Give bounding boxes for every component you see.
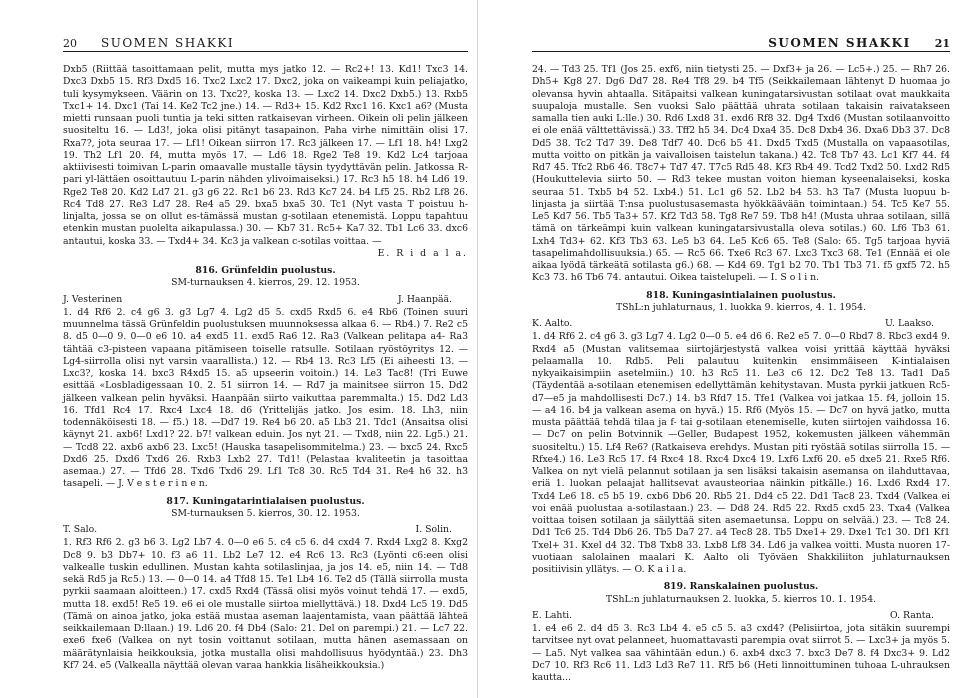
black-player: U. Laakso. <box>885 318 934 329</box>
page-number: 20 <box>63 37 77 50</box>
game-subheading: TShL:n juhlaturnaus, 1. luokka 9. kierros, 4. 1. 1954. <box>615 301 867 313</box>
white-player: T. Salo. <box>63 524 98 535</box>
game-players <box>532 318 950 330</box>
game-heading: 817. Kuningatarintialaisen puolustus. <box>166 495 365 507</box>
running-title: SUOMEN SHAKKI <box>101 36 235 50</box>
game-players <box>63 524 468 536</box>
game-subheading: SM-turnauksen 5. kierros, 30. 12. 1953. <box>171 507 360 519</box>
black-player: J. Haanpää. <box>397 293 452 305</box>
game-heading: 816. Grünfeldin puolustus. <box>195 265 336 276</box>
running-title: SUOMEN SHAKKI <box>768 36 911 50</box>
white-player: J. Vesterinen <box>63 293 123 305</box>
page-number: 21 <box>934 37 950 50</box>
right-page <box>478 0 960 698</box>
game-moves: 1. d4 Rf6 2. c4 g6 3. g3 Lg7 4. Lg2 0—0 5. e4 d6 6. Re2 e5 7. 0—0 Rbd7 8. Rbc3 exd4 9. Rxd4 a5 (Mustan valitsemaa siirtojärjestystä valkea voisi yrittää käyttää hyväksi pelaamalla 10. Rdb5. Peli palautuu kuitenkin ensimmäiseen K-intialaisen nykyaikaisimpiin asetelmiin.) 10. h3 Rc5 11. Le3 c6 12. Dc2 Te8 13. Tad1 Da5 (Täydentää a-sotilaan etenemisen edellyttämän kehitystavan. Musta pyrkii jatkuen Rc5-d7—e5 ja mahdollisesti Dc7.) 14. b3 Rfd7 15. Tfe1 (Valkea voi jatkaa 15. f4, jolloin 15. — a4 16. b4 ja valkean asema on hyvä.) 15. Rf6 (Myös 15. — Dc7 on hyvä jatko, mutta musta päättää tehdä tilaa ja f- tai g-sotilaan etenemiselle, kuten siirtojen vaihdossa 16. — Dc7 on pelin Botvinnik —Geller, Budapest 1952, kokemusten jälkeen vähemmän suositeltu.) 15. Lf4 Re6? (Ratkaiseva erehdys. Mustan piti ryöstää sotilas siirrolla 15. — Rfxe4.) 16. Le3 Rc5 17. f4 Rxc4 18. Rxc4 Dxc4 19. Lxf6 Lxf6 20. e5 dxe5 21. Rxe5 Rf6. Valkea on nyt vielä pelannut sotilaan ja sen lisäksi takaisin asemansa on ilahduttavaa, eriä 1. luokan pelaajat hallitsevat avausteoriaa näinkin pitkälle.) 16. Lxd6 Rxd4 17. Txd4 Le6 18. c5 b5 19. cxb6 Db6 20. Rb5 21. Dd4 c5 22. Dd1 Tac8 23. Txd4 (Valkea ei voi enää puolustaa a-sotilastaan.) 23. — Dd8 24. Rd5 22. Rxd5 cxd5 23. Txa4 (Valkea voittaa toisen sotilaan ja säilyttää siten asemaetunsa. Loppu on selvää.) 23. — Tc8 24. Dd1 Tc6 25. Td4 Db6 26. Tb5 Da7 27. a4 Tec8 28. Tb5 Dxe1+ 29. Dxe1 Tc1 30. Df1 Kf1 Txel+ 31. Kxel d4 32. Tb8 Txb8 33. Lxb8 Lf8 34. Ld6 ja valkea voitti. Musta nuoren 17-vuotiaan salolainen maalari K. Aalto oli Työväen Shakkiliiton juhlaturnauksen positiivisin yllätys. — O. K a i l a. <box>532 331 950 575</box>
white-player: K. Aalto. <box>532 318 573 329</box>
page-header <box>63 36 468 52</box>
black-player: O. Ranta. <box>890 609 934 621</box>
game-commentary: Dxb5 (Riittää tasoittamaan pelit, mutta mys jatko 12. — Rc2+! 13. Kd1! Txc3 14. Dxc3 Dxb5 15. Rf3 Dxd5 16. Txc2 Lxc2 17. Dxc2, joka on vaikeampi kuin peliajatko, tuli kysymykseen. Väärin on 13. Txc2?, koska 13. — Lxc2 14. Dxc2 Dxb5.) 13. Rxb5 Txc1+ 14. Dxc1 (Tai 14. Ke2 Tc2 jne.) 14. — Rd3+ 15. Kd2 Rxc1 16. Kxc1 a6? (Musta mietti runsaan puoli tuntia ja teki sitten ratkaisevan virheen. Oikein oli pelin jälkeen suositeltu 16. — Ld3!, joka olisi pitänyt tasapainon. Paha virhe nimittäin olisi 17. Rxa7?, jota seuraa 17. — Lf1! Oikean siirron 17. Rc3 jälkeen 17. — Lf1 18. h4! Lxg2 19. Th2 Lf1 20. f4, mutta myös 17. — Ld6 18. Rge2 Te8 19. Kd2 Lc4 tarjoaa aktiivisesti toimivan L-parin omaavalle mustalle täysin tyydyttävän pelin. Jatkossa R-pari yl-lättäen osoittautuu L-parin nähden ylivoimaiseksi.) 17. Rc3 h5 18. h4 Ld6 19. Rge2 Te8 20. Kd2 Ld7 21. g3 g6 22. Rc1 b6 23. Rd3 Kc7 24. b4 Lf5 25. Rb2 Lf8 26. Rc4 Td8 27. Re3 Ld7 28. Re4 a5 29. bxa5 bxa5 30. Tc1 (Nyt vasta T poistuu h-linjalta, jossa se on ollut es-tämässä mustan g-sotilaan etenemistä. Loppu tapahtuu etenkin mustan puolelta aikapulassa.) 30. — Kb7 31. Rc5+ Ka7 32. Tb1 Lc6 33. dxc6 antautui, koska 33. — Txd4+ 34. Kc3 ja valkean c-sotilas voittaa. — <box>63 64 468 247</box>
game-players <box>63 294 468 306</box>
game-subheading: TShL:n juhlaturnauksen 2. luokka, 5. kierros 10. 1. 1954. <box>605 593 877 605</box>
author-signature: E. R i d a l a. <box>377 247 468 259</box>
game-subheading: SM-turnauksen 4. kierros, 29. 12. 1953. <box>171 277 360 289</box>
game-players <box>532 610 950 622</box>
left-page <box>0 0 478 698</box>
white-player: E. Lahti. <box>532 609 573 621</box>
black-player: I. Solin. <box>415 524 452 535</box>
game-heading: 818. Kuningasintialainen puolustus. <box>646 289 836 301</box>
game-moves: 1. d4 Rf6 2. c4 g6 3. g3 Lg7 4. Lg2 d5 5. cxd5 Rxd5 6. e4 Rb6 (Toinen suuri muunnelma tässä Grünfeldin puolustuksen muunnoksessa alkaa 6. — Rb4.) 7. Re2 c5 8. d5 0—0 9. 0—0 e6 10. a4 exd5 11. exd5 Ra6 12. Ra3 (Valkean pelitapa a4- Ra3 tähtää c3-pisteen vapaana pitämiseen toiselle ratsulle. Sotilaan ryöstöyritys 12. — Lg4-siirrolla olisi nyt varsin vaarallista.) 12. — Rb4 13. Rc3 Lf5 (Ei aiheesti 13. — Lxc3?, koska 14. bxc3 R4xd5 15. a5 upseerin voitoin.) 14. Le3 Tac8! (Tri Euwe esittää «Losbladigessaan 10. 2. 51 siirron 14. — Rd7 ja mainitsee siirron 15. Dd2 jälkeen valkean pelin hyväksi. Haanpään siirto vaikuttaa paremmalta.) 15. Dd2 Ld3 16. Tfd1 Rc4 17. Rxc4 Lxc4 18. d6 (Yrittelijäs jatko. Jos esim. 18. Lh3, niin todennäköisesti 18. — f5.) 18. —Dd7 19. Re4 b6 20. a5 Lb3 21. Tdc1 (Ansaitsa olisi käynyt 21. axb6! Lxd1? 22. b7! valkean eduin. Jos nyt 21. — Txd8, niin 22. Lg5.) 21. — Tcd8 22. axb6 axb6 23. Lxc5! (Hauska tasapelisommitelma.) 23. — bxc5 24. Rxc5 Dxd6 25. Dxd6 Txd6 26. Rxb3 Lxb2 27. Td1! (Pelastaa kvaliteetin ja tasoittaa asemaa.) 27. — Tfd6 28. Txd6 Txd6 29. Lf1 Tc8 30. Rc5 Td4 31. Re4 h6 32. h3 tasapeli. — J. V e s t e r i n e n. <box>63 306 468 490</box>
page-header <box>532 36 950 52</box>
game-moves: 1. Rf3 Rf6 2. g3 b6 3. Lg2 Lb7 4. 0—0 e6 5. c4 c5 6. d4 cxd4 7. Rxd4 Lxg2 8. Kxg2 Dc8 9. b3 Db7+ 10. f3 a6 11. Lb2 Le7 12. e4 Rc6 13. Rc3 (Lyönti c6:een olisi valkealle tuskin edullinen. Mustan kahta sotilaslinjaa, ja jos 14. e5, niin 14. — Td8 sekä Rd5 ja Rc5.) 13. — 0—0 14. a4 Tfd8 15. Te1 Lb4 16. Te2 d5 (Tällä siirrolla musta pyrkii saamaan aloitteen.) 17. cxd5 Rxd4 (Tässä olisi myös voinut tehdä 17. — exd5, mutta 18. exd5! Re5 19. e6 ei ole mustalle siirtoa miellyttävä.) 18. Dxd4 Lc5 19. Dd5 (Tämä on ainoa jatko, joka estää mustaa aseman laajentamista, vaan päättää lähteä seikkailemaan D:llaan.) 19. Ld6 20. f4 Db4 (Salo: 21. Del on parempi.) 21. — Lc7 22. exe6 fxe6 (Valkea on nyt tosin voittanut sotilaan, mutta hänen asemassaan on määrätynlaisia heikkouksia, jotka mustalla olisi mahdollisuus hyödyntää.) 23. Dh3 Kf7 24. e5 (Valkealla näyttää olevan varaa hankkia lisäheikkouksia.) <box>63 537 469 671</box>
game-continuation: 24. — Td3 25. Tf1 (Jos 25. exf6, niin tietysti 25. — Dxf3+ ja 26. — Lc5+.) 25. — Rh7 26. Dh5+ Kg8 27. Dg6 Dd7 28. Re4 Tf8 29. b4 Tf5 (Seikkailemaan lähtenyt D huomaa jo olevansa hyvin ahtaalla. Sitäpaitsi valkean kuningatarsivustan sotilaat ovat maukkaita suupaloja mustalle. Sen vuoksi Salo päättää uhrata sotilaan takaisin raivatakseen samalla tien auki L:lle.) 30. Rd6 Lxd8 31. exd6 Rf8 32. Dg4 Txd6 (Mustan sotilaanvoitto ei ole enää välttettävissä.) 33. Tff2 h5 34. Dc4 Dxa4 35. Dc8 Dxb4 36. Dxa6 Db3 37. Dc8 Dd5 38. Tc2 Td7 39. De8 Tdf7 40. Dc6 b5 41. Dxd5 Txd5 (Mustalla on vapaasotilas, mutta voitto on pitkän ja vaivalloisen taistelun takana.) 42. Tc8 Tb7 43. Lc1 Kf7 44. f4 Rd7 45. Tfc2 Rb6 46. T8c7+ Td7 47. T7c5 Rd5 48. Kf3 Rb4 49. Tcd2 Txd2 50. Lxd2 Rd5 (Houkuttelevia siirto 50. — Rd3 tekee mustan voiton hieman kyseenalaiseksi, koska seuraa 51. Txb5 b4 52. Lxb4.) 51. Lc1 g6 52. Lb2 b4 53. h3 Ta7 (Musta luopuu b-linjasta ja siirtää T:nsa puolustusasemasta hyökkäävään toimintaan.) 54. Tc5 Ke7 55. Le5 Kd7 56. Tb5 Ta3+ 57. Kf2 Td3 58. Tg8 Re7 59. Tb8 h4! (Musta uhraa sotilaan, sillä tämä on tärkeämpi kuin valkean kuningatarsivustalla oleva sotilas.) 60. Lf6 Tb3 61. Lxh4 Td3+ 62. Kf3 Tb3 63. Le5 b3 64. Le5 Kc6 65. Te8 (Salo: 65. Tg5 tarjoaa hyviä tasapelimahdollisuuksia.) 65. — Rc5 66. Txe6 Rc3 67. Lxc3 Txc3 68. Te1 (Ennää ei ole aikaa lyödä tärkeätä sotilasta g6.) 68. — Kd4 69. Tg1 b2 70. Tb1 Tb3 71. f5 gxf5 72. h5 Kc3 73. h6 Tb6 74. antautui. Oikea taistelupeli. — I. S o l i n. <box>532 64 950 284</box>
game-heading: 819. Ranskalainen puolustus. <box>663 581 819 593</box>
game-moves: 1. e4 e6 2. d4 d5 3. Rc3 Lb4 4. e5 c5 5. a3 cxd4? (Pelisiirtoa, jota sitäkin suurempi tarvitsee nyt ovat pelanneet, huomattavasti parempia ovat siirrot 5. — Lxc3+ ja myös 5. — La5. Nyt valkea saa vähintään edun.) 6. axb4 dxc3 7. bxc3 De7 8. f4 Dxc3+ 9. Ld2 Dc7 10. Rf3 Rc6 11. Ld3 Ld3 Re7 11. Rf5 b6 (Heti linnoittuminen tuhoaa L-uhrauksen kautta... <box>532 623 950 683</box>
